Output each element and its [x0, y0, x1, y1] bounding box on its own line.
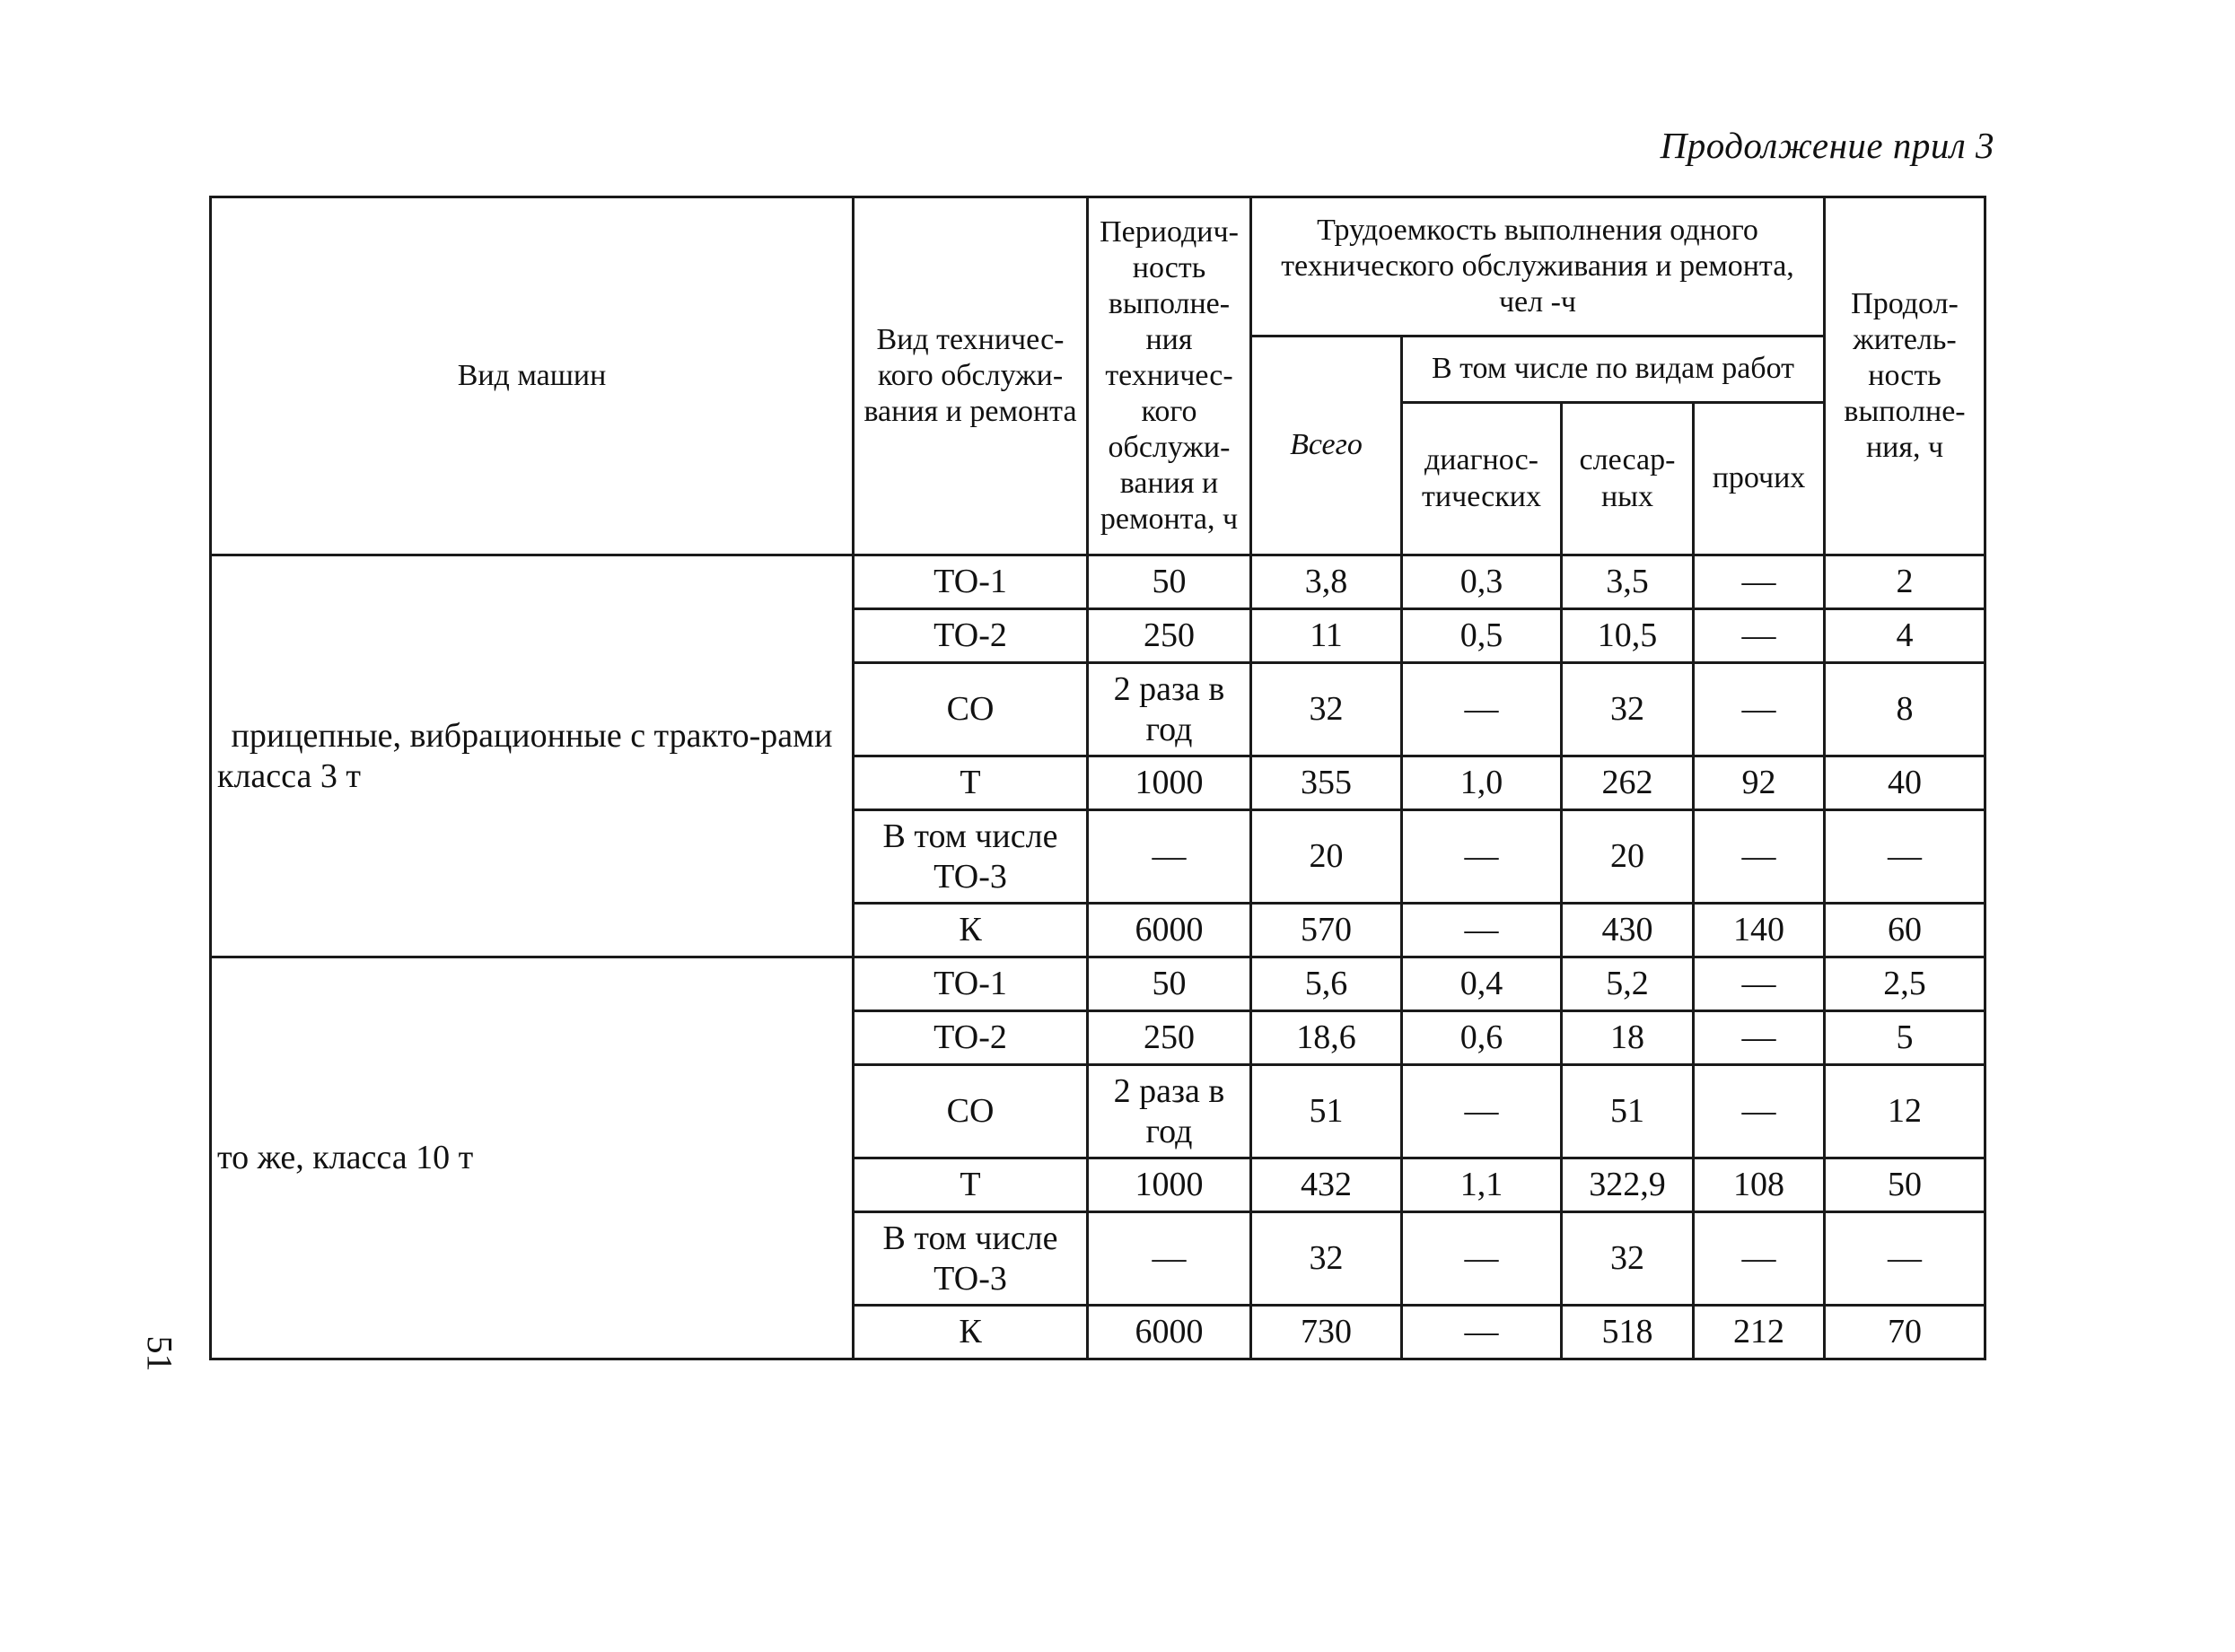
duration-cell: 2: [1825, 555, 1985, 609]
diagnostic-cell: 0,3: [1402, 555, 1562, 609]
header-diagnostic: диагнос-тических: [1402, 403, 1562, 555]
service-type-cell: К: [854, 904, 1088, 957]
header-service-type: Вид техничес-кого обслужи-вания и ремонта: [854, 197, 1088, 555]
duration-cell: 8: [1825, 663, 1985, 756]
locksmith-cell: 322,9: [1562, 1158, 1694, 1212]
locksmith-cell: 18: [1562, 1011, 1694, 1065]
table-row: [211, 555, 1985, 609]
diagnostic-cell: —: [1402, 904, 1562, 957]
table-row: [211, 957, 1985, 1011]
diagnostic-cell: —: [1402, 1212, 1562, 1306]
service-type-cell: ТО-2: [854, 609, 1088, 663]
table-header: [211, 197, 1985, 555]
duration-cell: 5: [1825, 1011, 1985, 1065]
other-cell: —: [1694, 1011, 1825, 1065]
duration-cell: 70: [1825, 1306, 1985, 1359]
locksmith-cell: 51: [1562, 1065, 1694, 1158]
machine-type-cell: то же, класса 10 т: [211, 957, 854, 1359]
diagnostic-cell: —: [1402, 810, 1562, 904]
duration-cell: 40: [1825, 756, 1985, 810]
header-total: Всего: [1251, 337, 1402, 555]
other-cell: —: [1694, 555, 1825, 609]
total-cell: 3,8: [1251, 555, 1402, 609]
diagnostic-cell: 1,0: [1402, 756, 1562, 810]
periodicity-cell: 50: [1088, 957, 1251, 1011]
other-cell: 92: [1694, 756, 1825, 810]
locksmith-cell: 518: [1562, 1306, 1694, 1359]
duration-cell: 60: [1825, 904, 1985, 957]
locksmith-cell: 430: [1562, 904, 1694, 957]
service-type-cell: СО: [854, 663, 1088, 756]
locksmith-cell: 3,5: [1562, 555, 1694, 609]
service-type-cell: Т: [854, 1158, 1088, 1212]
other-cell: —: [1694, 609, 1825, 663]
periodicity-cell: 1000: [1088, 756, 1251, 810]
service-type-cell: Т: [854, 756, 1088, 810]
other-cell: —: [1694, 957, 1825, 1011]
service-type-cell: В том числе ТО-3: [854, 1212, 1088, 1306]
duration-cell: 12: [1825, 1065, 1985, 1158]
diagnostic-cell: —: [1402, 1306, 1562, 1359]
total-cell: 20: [1251, 810, 1402, 904]
total-cell: 32: [1251, 663, 1402, 756]
total-cell: 11: [1251, 609, 1402, 663]
locksmith-cell: 5,2: [1562, 957, 1694, 1011]
service-type-cell: ТО-1: [854, 555, 1088, 609]
header-other: прочих: [1694, 403, 1825, 555]
service-type-cell: В том числе ТО-3: [854, 810, 1088, 904]
locksmith-cell: 20: [1562, 810, 1694, 904]
appendix-caption: Продолжение прил 3: [1660, 125, 1994, 166]
duration-cell: 4: [1825, 609, 1985, 663]
total-cell: 570: [1251, 904, 1402, 957]
diagnostic-cell: 0,5: [1402, 609, 1562, 663]
header-duration: Продол-житель-ность выполне-ния, ч: [1825, 197, 1985, 555]
service-type-cell: ТО-2: [854, 1011, 1088, 1065]
other-cell: —: [1694, 663, 1825, 756]
periodicity-cell: 250: [1088, 609, 1251, 663]
total-cell: 5,6: [1251, 957, 1402, 1011]
total-cell: 32: [1251, 1212, 1402, 1306]
header-periodicity: Периодич-ность выполне-ния техничес-кого обслужи-вания и ремонта, ч: [1088, 197, 1251, 555]
other-cell: —: [1694, 810, 1825, 904]
service-type-cell: К: [854, 1306, 1088, 1359]
total-cell: 432: [1251, 1158, 1402, 1212]
periodicity-cell: 2 раза в год: [1088, 1065, 1251, 1158]
total-cell: 730: [1251, 1306, 1402, 1359]
other-cell: —: [1694, 1065, 1825, 1158]
service-type-cell: ТО-1: [854, 957, 1088, 1011]
header-labor-intensity: Трудоемкость выполнения одного технического обслуживания и ремонта, чел -ч: [1251, 197, 1825, 337]
duration-cell: 2,5: [1825, 957, 1985, 1011]
duration-cell: 50: [1825, 1158, 1985, 1212]
total-cell: 51: [1251, 1065, 1402, 1158]
duration-cell: —: [1825, 1212, 1985, 1306]
maintenance-table: [209, 196, 1986, 1360]
locksmith-cell: 32: [1562, 1212, 1694, 1306]
periodicity-cell: 250: [1088, 1011, 1251, 1065]
locksmith-cell: 10,5: [1562, 609, 1694, 663]
periodicity-cell: 1000: [1088, 1158, 1251, 1212]
diagnostic-cell: —: [1402, 1065, 1562, 1158]
page-number: 51: [139, 1335, 180, 1372]
periodicity-cell: 6000: [1088, 1306, 1251, 1359]
header-locksmith: слесар-ных: [1562, 403, 1694, 555]
machine-type-cell: прицепные, вибрационные с тракто-рами класса 3 т: [211, 555, 854, 957]
table-body: [211, 555, 1985, 1359]
locksmith-cell: 262: [1562, 756, 1694, 810]
total-cell: 355: [1251, 756, 1402, 810]
periodicity-cell: 50: [1088, 555, 1251, 609]
periodicity-cell: 2 раза в год: [1088, 663, 1251, 756]
other-cell: 108: [1694, 1158, 1825, 1212]
header-machine-type: Вид машин: [211, 197, 854, 555]
periodicity-cell: 6000: [1088, 904, 1251, 957]
other-cell: 212: [1694, 1306, 1825, 1359]
other-cell: —: [1694, 1212, 1825, 1306]
diagnostic-cell: 0,6: [1402, 1011, 1562, 1065]
diagnostic-cell: 1,1: [1402, 1158, 1562, 1212]
total-cell: 18,6: [1251, 1011, 1402, 1065]
periodicity-cell: —: [1088, 1212, 1251, 1306]
locksmith-cell: 32: [1562, 663, 1694, 756]
other-cell: 140: [1694, 904, 1825, 957]
header-by-work-type: В том числе по видам работ: [1402, 337, 1825, 403]
service-type-cell: СО: [854, 1065, 1088, 1158]
diagnostic-cell: 0,4: [1402, 957, 1562, 1011]
diagnostic-cell: —: [1402, 663, 1562, 756]
periodicity-cell: —: [1088, 810, 1251, 904]
duration-cell: —: [1825, 810, 1985, 904]
